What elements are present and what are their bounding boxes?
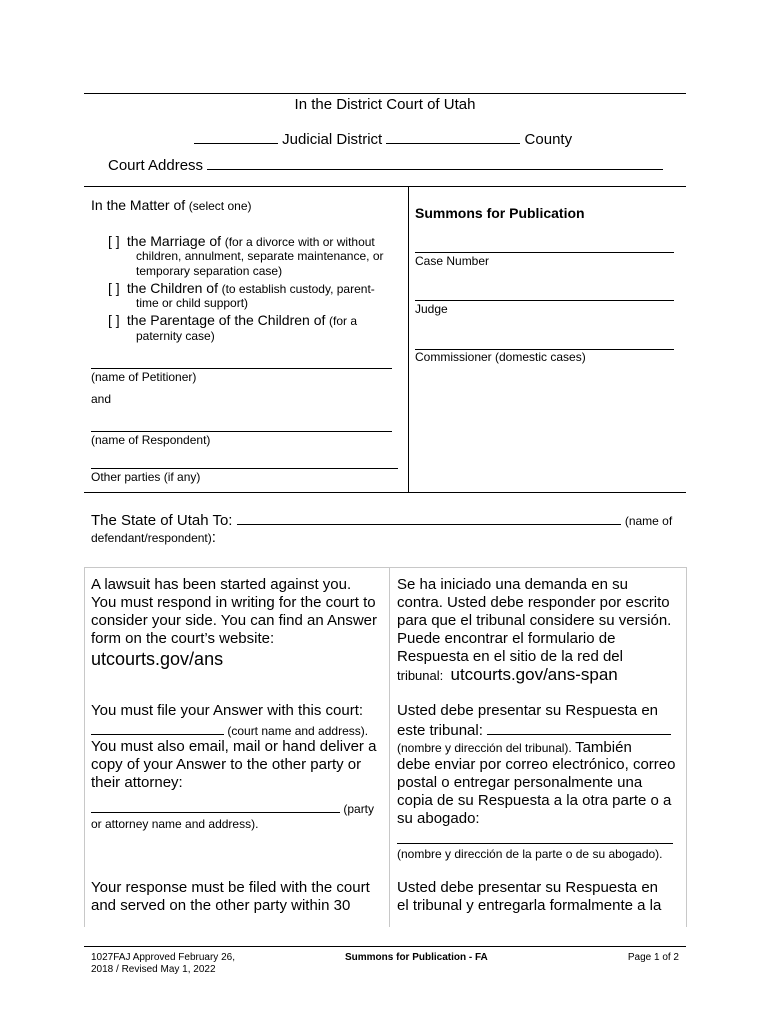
es-court-note: (nombre y dirección del tribunal). [397, 741, 572, 755]
footer-form-id-2: 2018 / Revised May 1, 2022 [91, 964, 216, 975]
matter-label: In the Matter of [91, 197, 186, 213]
respondent-label: (name of Respondent) [91, 433, 211, 447]
other-parties-blank[interactable] [91, 468, 398, 469]
es-court-line [397, 720, 671, 740]
children-note: (to establish custody, parent- [221, 282, 375, 296]
court-address-label: Court Address [108, 157, 204, 174]
court-address-line [108, 155, 663, 175]
court-title: In the District Court of Utah [294, 96, 476, 113]
district-label: Judicial District [282, 131, 383, 148]
es-party-blank[interactable] [397, 843, 673, 844]
marriage-note: (for a divorce with or without [224, 235, 375, 249]
checkbox-children[interactable]: [ ] [108, 280, 120, 296]
en-court-blank[interactable] [91, 722, 224, 735]
footer-page-number: Page 1 of 2 [627, 952, 679, 963]
matter-label-line [91, 197, 252, 214]
es-party-note: (nombre y dirección de la parte o de su abogado). [397, 847, 663, 861]
case-number-label: Case Number [415, 254, 490, 268]
box-left [84, 567, 85, 927]
en-answer-url[interactable]: utcourts.gov/ans [91, 649, 224, 669]
court-address-blank[interactable] [207, 155, 663, 170]
es-p2-l6: su abogado: [397, 810, 480, 827]
state-line [91, 510, 672, 530]
parentage-note-2: paternity case) [136, 329, 215, 343]
marriage-note-2: children, annulment, separate maintenance, or [136, 249, 384, 263]
other-parties-label: Other parties (if any) [91, 470, 201, 484]
marriage-note-3: temporary separation case) [136, 264, 283, 278]
caption-top-rule [84, 186, 686, 187]
district-county-line [194, 129, 572, 149]
caption-divider [408, 186, 409, 492]
form-title: Summons for Publication [415, 205, 585, 221]
en-party-blank[interactable] [91, 800, 340, 813]
en-p1-l1: A lawsuit has been started against you. [91, 576, 352, 593]
es-p2-l5: copia de su Respuesta a la otra parte o a [397, 792, 672, 809]
box-mid [389, 567, 390, 927]
option-parentage[interactable] [108, 312, 357, 329]
marriage-label: the Marriage of [126, 233, 222, 249]
es-p1-l6: tribunal: [397, 668, 444, 683]
en-party-line [91, 800, 374, 817]
defendant-name-blank[interactable] [237, 510, 621, 525]
es-tambien: También [575, 739, 632, 756]
es-url-line [397, 667, 618, 684]
en-p3-l1: Your response must be filed with the court [91, 879, 370, 896]
es-court-note-line [397, 740, 632, 756]
es-p3-l2: el tribunal y entregarla formalmente a la [397, 897, 662, 914]
es-p1-l3: para que el tribunal considere su versión. [397, 612, 672, 629]
es-p1-l1: Se ha iniciado una demanda en su [397, 576, 629, 593]
es-court-blank[interactable] [487, 720, 671, 735]
en-court-note: (court name and address). [227, 724, 369, 738]
parentage-label: the Parentage of the Children of [126, 312, 326, 328]
en-p1-l3: consider your side. You can find an Answer [91, 612, 378, 629]
case-number-blank[interactable] [415, 252, 674, 253]
en-p3-l2: and served on the other party within 30 [91, 897, 351, 914]
state-note: (name of [624, 514, 673, 528]
footer-form-id-1: 1027FAJ Approved February 26, [91, 952, 235, 963]
judge-blank[interactable] [415, 300, 674, 301]
respondent-blank[interactable] [91, 431, 392, 432]
footer-form-title: Summons for Publication - FA [345, 952, 488, 963]
en-p2-l2: You must also email, mail or hand deliver a [91, 738, 377, 755]
petitioner-label: (name of Petitioner) [91, 370, 197, 384]
en-party-note-2: or attorney name and address). [91, 817, 259, 831]
option-marriage[interactable] [108, 233, 375, 250]
es-answer-url[interactable]: utcourts.gov/ans-span [450, 665, 618, 684]
judge-label: Judge [415, 302, 448, 316]
state-label: The State of Utah To: [91, 512, 233, 529]
en-p1-l4: form on the court’s website: [91, 630, 275, 647]
en-p2-l3: copy of your Answer to the other party or [91, 756, 362, 773]
county-label: County [524, 131, 573, 148]
es-p3-l1: Usted debe presentar su Respuesta en [397, 879, 658, 896]
caption-bottom-rule [84, 492, 686, 493]
children-label: the Children of [126, 280, 218, 296]
en-p2-l4: their attorney: [91, 774, 183, 791]
petitioner-blank[interactable] [91, 368, 392, 369]
district-blank[interactable] [194, 129, 278, 144]
select-one-note: (select one) [188, 199, 252, 213]
en-court-line [91, 722, 368, 739]
es-p2-l2: este tribunal: [397, 722, 483, 739]
commissioner-label: Commissioner (domestic cases) [415, 350, 586, 364]
box-top [84, 567, 686, 568]
es-p2-l3: debe enviar por correo electrónico, correo [397, 756, 676, 773]
es-p1-l2: contra. Usted debe responder por escrito [397, 594, 670, 611]
box-right [686, 567, 687, 927]
top-rule [84, 93, 686, 94]
es-p1-l4: Puede encontrar el formulario de [397, 630, 616, 647]
checkbox-parentage[interactable]: [ ] [108, 312, 120, 328]
parentage-note: (for a [329, 314, 358, 328]
state-note-2-line [91, 530, 216, 546]
es-p1-l5: Respuesta en el sitio de la red del [397, 648, 623, 665]
footer-rule [84, 946, 686, 947]
county-blank[interactable] [386, 129, 520, 144]
state-note-colon: : [211, 529, 216, 546]
checkbox-marriage[interactable]: [ ] [108, 233, 120, 249]
option-children[interactable] [108, 280, 375, 297]
state-note-2: defendant/respondent) [91, 531, 212, 545]
en-p2-l1: You must file your Answer with this court: [91, 702, 364, 719]
en-party-note: (party [343, 802, 375, 816]
en-p1-l2: You must respond in writing for the court to [91, 594, 376, 611]
es-p2-l4: postal o entregar personalmente una [397, 774, 643, 791]
children-note-2: time or child support) [136, 296, 249, 310]
and-label: and [91, 392, 112, 406]
es-p2-l1: Usted debe presentar su Respuesta en [397, 702, 658, 719]
